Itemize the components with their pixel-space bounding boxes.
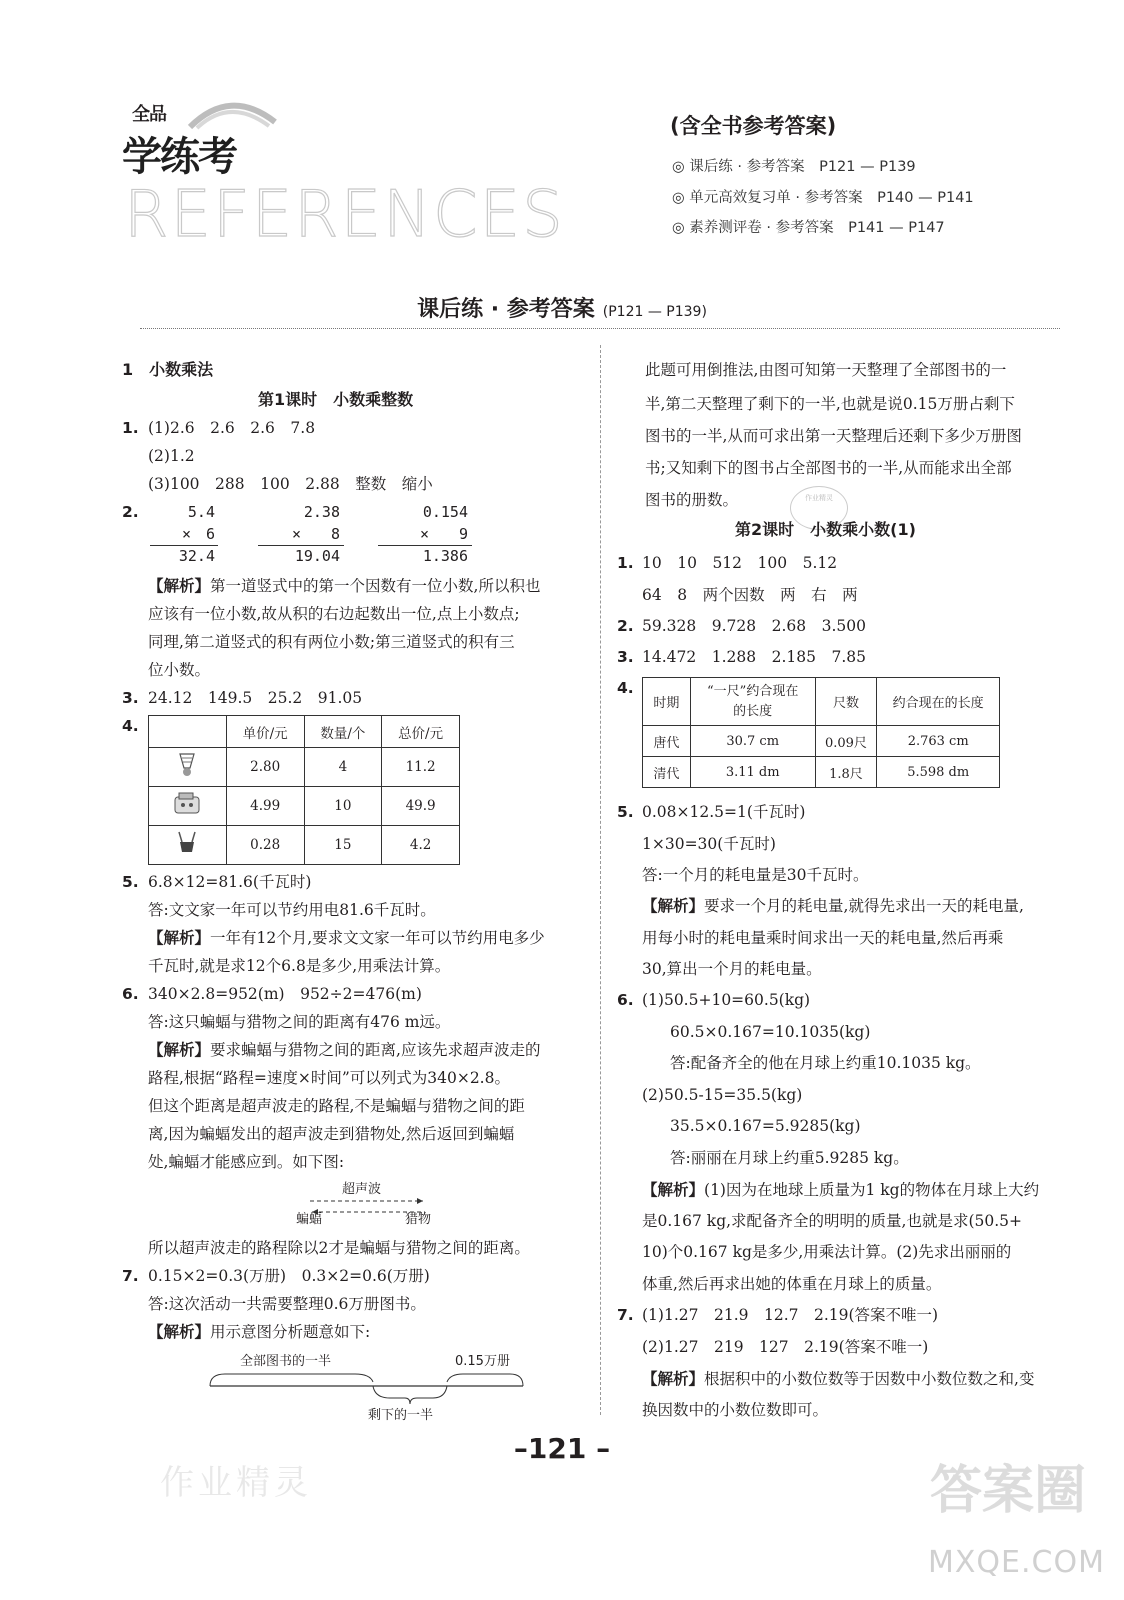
answer-line: 1×30=30(千瓦时) [642, 835, 776, 853]
pencil-box-icon [149, 787, 227, 826]
lesson-heading: 第1课时 小数乘整数 [258, 390, 414, 409]
contents-title: (含全书参考答案) [670, 114, 837, 138]
question-number: 4. [122, 717, 139, 735]
section-title [0, 292, 1124, 323]
answer-line: (2)1.27 219 127 2.19(答案不唯一) [642, 1338, 929, 1356]
question-number: 6. [617, 991, 634, 1009]
answer-line: (2)50.5-15=35.5(kg) [642, 1086, 803, 1104]
watermark-right: 答案圈 [930, 1461, 1087, 1521]
diagram-label: 蝙蝠 [296, 1212, 323, 1227]
answer-line: 答:丽丽在月球上约重5.9285 kg。 [670, 1149, 909, 1167]
contents-item: ◎ 单元高效复习单 · 参考答案 P140 — P141 [672, 190, 974, 206]
price-table [148, 715, 460, 865]
analysis-line: 处,蝙蝠才能感应到。如下图: [148, 1153, 345, 1171]
analysis-text: 要求一个月的耗电量,就得先求出一天的耗电量, [704, 897, 1024, 915]
contents-item: ◎ 素养测评卷 · 参考答案 P141 — P147 [672, 220, 945, 236]
answer-line: 答:这次活动一共需要整理0.6万册图书。 [148, 1295, 426, 1313]
diagram-label: 超声波 [342, 1182, 382, 1197]
analysis-label: 【解析】 [642, 897, 705, 915]
table-cell: 4.99 [226, 787, 304, 826]
vertical-calc-product: 32.4 [178, 547, 215, 565]
table-cell: 2.80 [226, 748, 304, 787]
answer-line: 10 10 512 100 5.12 [642, 554, 838, 572]
page-number: –121 – [513, 1432, 611, 1465]
contents-item: ◎ 课后练 · 参考答案 P121 — P139 [672, 159, 916, 175]
lesson-heading: 第2课时 小数乘小数(1) [735, 520, 916, 539]
analysis-line: 离,因为蝙蝠发出的超声波走到猎物处,然后返回到蝙蝠 [148, 1125, 515, 1143]
question-number: 3. [122, 689, 139, 707]
analysis-label: 【解析】 [642, 1181, 705, 1199]
diagram-label: 0.15万册 [455, 1354, 510, 1369]
vertical-calc-multiplier: × 8 [291, 525, 340, 543]
analysis-line: 10)个0.167 kg是多少,用乘法计算。(2)先求出丽丽的 [642, 1243, 1012, 1261]
analysis-line: 书;又知剩下的图书占全部图书的一半,从而能求出全部 [645, 459, 1012, 477]
watermark-left: 作业精灵 [160, 1463, 312, 1503]
analysis-line: 用每小时的耗电量乘时间求出一天的耗电量,然后再乘 [642, 929, 1004, 947]
answer-line: 59.328 9.728 2.68 3.500 [642, 617, 866, 635]
analysis-text: 一年有12个月,要求文文家一年可以节约用电多少 [210, 929, 545, 947]
answer-line: (2)1.2 [148, 447, 195, 465]
analysis-line [642, 1180, 1039, 1200]
question-number: 7. [617, 1306, 634, 1324]
analysis-line: 此题可用倒推法,由图可知第一天整理了全部图书的一 [645, 361, 1007, 379]
title-divider [140, 328, 1060, 329]
answer-line: (3)100 288 100 2.88 整数 缩小 [148, 475, 433, 493]
answer-line: (1)50.5+10=60.5(kg) [642, 991, 811, 1009]
diagram-label: 全部图书的一半 [240, 1354, 332, 1369]
table-cell: 30.7 cm [690, 726, 815, 757]
table-cell: 10 [304, 787, 382, 826]
table-header-blank [149, 716, 227, 748]
analysis-line: 但这个距离是超声波走的路程,不是蝙蝠与猎物之间的距 [148, 1097, 525, 1115]
answer-line: 答:配备齐全的他在月球上约重10.1035 kg。 [670, 1054, 981, 1072]
table-header: 单价/元 [226, 716, 304, 748]
answer-line: 所以超声波走的路程除以2才是蝙蝠与猎物之间的距离。 [148, 1239, 530, 1257]
table-header: 尺数 [815, 678, 877, 726]
analysis-line [642, 896, 1024, 916]
analysis-line: 位小数。 [148, 661, 211, 679]
book-brace-diagram [205, 1368, 530, 1406]
shuttlecock-icon [149, 748, 227, 787]
answer-line: 14.472 1.288 2.185 7.85 [642, 648, 866, 666]
table-header: 数量/个 [304, 716, 382, 748]
analysis-line: 30,算出一个月的耗电量。 [642, 960, 822, 978]
question-number: 5. [617, 803, 634, 821]
answer-line: (1)1.27 21.9 12.7 2.19(答案不唯一) [642, 1306, 939, 1324]
vertical-calc-product: 19.04 [294, 547, 340, 565]
table-cell: 1.8尺 [815, 757, 877, 788]
vertical-calc-multiplier: × 6 [181, 525, 215, 543]
analysis-line: 半,第二天整理了剩下的一半,也就是说0.15万册占剩下 [645, 395, 1015, 413]
diagram-label: 剩下的一半 [368, 1408, 434, 1423]
question-number: 2. [617, 617, 634, 635]
answer-line: 24.12 149.5 25.2 91.05 [148, 689, 363, 707]
analysis-line: 应该有一位小数,故从积的右边起数出一位,点上小数点; [148, 605, 520, 623]
analysis-text: 第一道竖式中的第一个因数有一位小数,所以积也 [210, 577, 541, 595]
table-cell: 唐代 [643, 726, 691, 757]
table-cell: 0.09尺 [815, 726, 877, 757]
table-cell: 15 [304, 826, 382, 865]
analysis-text: 用示意图分析题意如下: [210, 1323, 371, 1341]
vertical-calc-multiplier: × 9 [419, 525, 468, 543]
analysis-line [148, 1040, 540, 1060]
binder-clip-icon [149, 826, 227, 865]
analysis-line: 图书的册数。 [645, 491, 739, 509]
question-number: 3. [617, 648, 634, 666]
answer-line: 答:这只蝙蝠与猎物之间的距离有476 m远。 [148, 1013, 451, 1031]
table-cell: 0.28 [226, 826, 304, 865]
length-table [642, 677, 1000, 788]
logo-title: 学练考 [122, 134, 236, 180]
table-header: 总价/元 [382, 716, 460, 748]
answer-line: 340×2.8=952(m) 952÷2=476(m) [148, 985, 422, 1003]
answer-line: 6.8×12=81.6(千瓦时) [148, 873, 312, 891]
vertical-calc-operand: 5.4 [187, 503, 215, 521]
analysis-line: 体重,然后再求出她的体重在月球上的质量。 [642, 1275, 942, 1293]
diagram-label: 猎物 [405, 1212, 432, 1227]
answer-line: 64 8 两个因数 两 右 两 [642, 586, 858, 604]
analysis-text: 根据积中的小数位数等于因数中小数位数之和,变 [704, 1370, 1035, 1388]
analysis-text: 要求蝙蝠与猎物之间的距离,应该先求超声波走的 [210, 1041, 541, 1059]
vertical-calc-operand: 0.154 [422, 503, 468, 521]
analysis-label: 【解析】 [148, 577, 211, 595]
section-title-text: 课后练 · 参考答案 [417, 297, 595, 322]
table-header: “一尺”约合现在的长度 [690, 678, 815, 726]
question-number: 6. [122, 985, 139, 1003]
table-header: 约合现在的长度 [877, 678, 1000, 726]
analysis-text: (1)因为在地球上质量为1 kg的物体在月球上大约 [704, 1181, 1040, 1199]
table-cell: 5.598 dm [877, 757, 1000, 788]
answer-line: 0.08×12.5=1(千瓦时) [642, 803, 806, 821]
question-number: 1. [122, 419, 139, 437]
analysis-line [148, 1322, 370, 1342]
watermark-url: MXQE.COM [928, 1545, 1105, 1580]
table-cell: 4.2 [382, 826, 460, 865]
answer-line: 35.5×0.167=5.9285(kg) [670, 1117, 861, 1135]
analysis-label: 【解析】 [642, 1370, 705, 1388]
answer-line: (1)2.6 2.6 2.6 7.8 [148, 419, 316, 437]
table-cell: 3.11 dm [690, 757, 815, 788]
references-banner: REFERENCES [124, 178, 565, 252]
analysis-line [148, 576, 540, 596]
analysis-line: 路程,根据“路程=速度×时间”可以列式为340×2.8。 [148, 1069, 510, 1087]
watermark-stamp: 作业精灵 [790, 486, 848, 530]
answer-line: 答:一个月的耗电量是30千瓦时。 [642, 866, 869, 884]
table-cell: 49.9 [382, 787, 460, 826]
analysis-line: 同理,第二道竖式的积有两位小数;第三道竖式的积有三 [148, 633, 515, 651]
question-number: 4. [617, 679, 634, 697]
vertical-calc-product: 1.386 [422, 547, 468, 565]
logo-brand: 全品 [132, 104, 166, 125]
vertical-calc-operand: 2.38 [303, 503, 340, 521]
question-number: 2. [122, 503, 139, 521]
table-cell: 清代 [643, 757, 691, 788]
table-cell: 2.763 cm [877, 726, 1000, 757]
analysis-line: 换因数中的小数位数即可。 [642, 1401, 829, 1419]
analysis-line [148, 928, 545, 948]
question-number: 1. [617, 554, 634, 572]
analysis-line [642, 1369, 1034, 1389]
column-divider [600, 345, 601, 1415]
answer-line: 60.5×0.167=10.1035(kg) [670, 1023, 871, 1041]
table-header: 时期 [643, 678, 691, 726]
analysis-line: 图书的一半,从而可求出第一天整理后还剩下多少万册图 [645, 427, 1022, 445]
analysis-line: 千瓦时,就是求12个6.8是多少,用乘法计算。 [148, 957, 451, 975]
table-cell: 11.2 [382, 748, 460, 787]
answer-line: 0.15×2=0.3(万册) 0.3×2=0.6(万册) [148, 1267, 430, 1285]
unit-heading: 1 小数乘法 [122, 360, 214, 379]
question-number: 7. [122, 1267, 139, 1285]
analysis-label: 【解析】 [148, 929, 211, 947]
analysis-label: 【解析】 [148, 1041, 211, 1059]
question-number: 5. [122, 873, 139, 891]
section-range: (P121 — P139) [602, 304, 707, 320]
analysis-line: 是0.167 kg,求配备齐全的明明的质量,也就是求(50.5+ [642, 1212, 1023, 1230]
table-cell: 4 [304, 748, 382, 787]
analysis-label: 【解析】 [148, 1323, 211, 1341]
answer-line: 答:文文家一年可以节约用电81.6千瓦时。 [148, 901, 436, 919]
